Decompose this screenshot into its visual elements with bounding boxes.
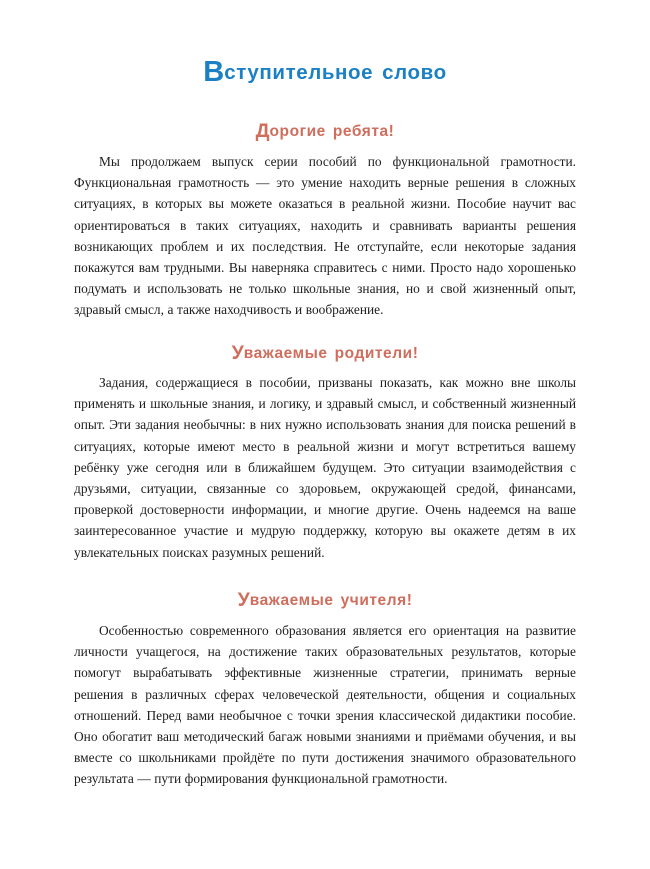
heading-drop-cap: У xyxy=(237,589,250,611)
section-heading-parents xyxy=(74,344,576,364)
page-title xyxy=(74,58,576,87)
heading-rest: важаемые xyxy=(249,592,334,609)
section-heading-dear-kids xyxy=(74,122,576,142)
section-body-parents: Задания, содержащиеся в пособии, призваны показать, как можно вне школы применять и школьные знания, и логику, и здравый смысл, и собственный жизненный опыт. Эти задания необычны: в них нужно использовать знания для поиска решений в ситуациях, которые имеют место в реальной жизни и могут встретиться вашему ребёнку уже сегодня или в ближайшем будущем. Это ситуации взаимодействия с друзьями, ситуации, связанные со здоровьем, окружающей средой, финансами, проверкой достоверности информации, и многие другие. Очень надеемся на ваше заинтересованное участие и мудрую поддержку, которую вы окажете детям в их увлекательных поисках разумных решений. xyxy=(74,375,576,560)
heading-rest: важаемые xyxy=(243,345,328,362)
section-body-dear-kids: Мы продолжаем выпуск серии пособий по функциональной грамотности. Функциональная грамотность — это умение находить верные решения в сложных ситуациях, в которых вы можете оказаться в реальной жизни. Пособие научит вас ориентироваться в таких ситуациях, находить и сравнивать варианты решения возникающих проблем и их последствия. Не отступайте, если некоторые задания покажутся вам трудными. Вы наверняка справитесь с ними. Просто надо хорошенько подумать и использовать не только школьные знания, но и свой жизненный опыт, здравый смысл, а также находчивость и воображение. xyxy=(74,154,576,318)
heading-rest: орогие xyxy=(269,123,326,140)
heading-word-two: ребята! xyxy=(332,123,395,140)
page-content xyxy=(74,0,576,869)
heading-drop-cap: Д xyxy=(255,120,270,142)
heading-word-two: родители! xyxy=(334,345,419,362)
page-title-word-two: слово xyxy=(382,61,447,84)
section-body-teachers: Особенностью современного образования является его ориентация на развитие личности учащегося, на достижение таких образовательных результатов, которые помогут вырабатывать эффективные жизненные стратегии, принимать верные решения в различных сферах человеческой деятельности, общения и социальных отношений. Перед вами необычное с точки зрения классической дидактики пособие. Оно обогатит ваш методический багаж новыми знаниями и приёмами обучения, и вы вместе со школьниками пройдёте по пути достижения значимого образовательного результата — пути формирования функциональной грамотности. xyxy=(74,623,576,787)
heading-word-two: учителя! xyxy=(340,592,413,609)
page-title-drop-cap: В xyxy=(203,56,225,88)
heading-drop-cap: У xyxy=(231,342,244,364)
page-title-rest: ступительное xyxy=(224,61,374,84)
section-heading-teachers xyxy=(74,591,576,611)
